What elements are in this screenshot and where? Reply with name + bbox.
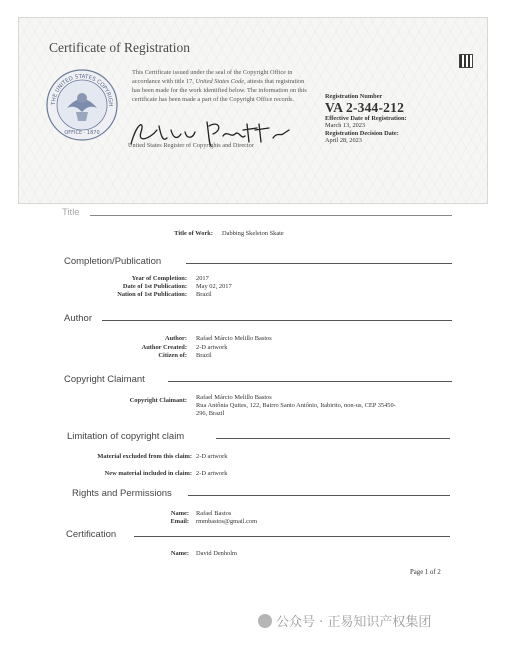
- citizen-of-value: Brazil: [196, 352, 212, 359]
- rights-name-label: Name:: [170, 510, 189, 517]
- decision-date: April 28, 2023: [325, 137, 362, 144]
- publication-nation-value: Brazil: [196, 291, 212, 298]
- qr-code-icon: [459, 54, 473, 68]
- material-excluded-label: Material excluded from this claim:: [97, 453, 192, 460]
- divider: [186, 263, 452, 264]
- author-created-label: Author Created:: [141, 344, 187, 351]
- section-completion-heading: Completion/Publication: [64, 256, 162, 267]
- registration-block: [325, 93, 407, 145]
- wechat-icon: [258, 614, 272, 628]
- year-of-completion-value: 2017: [196, 275, 209, 282]
- certification-name-label: Name:: [170, 550, 189, 557]
- divider: [134, 536, 450, 537]
- certification-name-value: David Denholm: [196, 550, 237, 557]
- page-number: Page 1 of 2: [410, 569, 441, 576]
- new-material-value: 2-D artwork: [196, 470, 228, 477]
- divider: [168, 381, 452, 382]
- section-certification-heading: Certification: [66, 529, 117, 540]
- certificate-title: Certificate of Registration: [49, 40, 190, 55]
- effective-date: March 13, 2023: [325, 122, 366, 129]
- watermark-text: 公众号 · 正易知识产权集团: [276, 615, 432, 630]
- effective-date-label: Effective Date of Registration:: [325, 115, 407, 122]
- year-of-completion-label: Year of Completion:: [131, 275, 187, 282]
- divider: [102, 320, 452, 321]
- citizen-of-label: Citizen of:: [158, 352, 187, 359]
- svg-text:OFFICE · 1870: OFFICE · 1870: [64, 130, 100, 136]
- section-claimant-heading: Copyright Claimant: [64, 374, 145, 385]
- watermark: [258, 611, 431, 630]
- divider: [90, 215, 452, 216]
- title-of-work-value: Dabbing Skeleton Skate: [222, 230, 284, 237]
- publication-date-label: Date of 1st Publication:: [122, 283, 187, 290]
- publication-nation-label: Nation of 1st Publication:: [117, 291, 187, 298]
- registration-number-label: Registration Number: [325, 93, 383, 100]
- new-material-label: New material included in claim:: [104, 470, 192, 477]
- registration-number: VA 2-344-212: [325, 100, 405, 115]
- divider: [188, 495, 450, 496]
- claimant-name: Rafael Márcio Melillo Bastos: [196, 394, 272, 401]
- author-value: Rafael Márcio Melillo Bastos: [196, 335, 272, 342]
- section-rights-heading: Rights and Permissions: [72, 488, 172, 499]
- email-label: Email:: [170, 518, 189, 525]
- email-value: rmmbastos@gmail.com: [196, 518, 258, 525]
- claimant-address-line1: Rua Antônia Quites, 122, Bairro Santo Antônio, Itabirito, non-us, CEP 35450-: [196, 402, 396, 409]
- material-excluded-value: 2-D artwork: [196, 453, 228, 460]
- author-label: Author:: [164, 335, 187, 342]
- svg-text:THE UNITED STATES COPYRIGHT: THE UNITED STATES COPYRIGH: [50, 73, 114, 107]
- divider: [216, 438, 450, 439]
- copyright-office-seal: [45, 68, 119, 142]
- section-limitation-heading: Limitation of copyright claim: [67, 431, 185, 442]
- section-author-heading: Author: [64, 313, 92, 324]
- certificate-intro-text: This Certificate issued under the seal of the Copyright Office in accordance with title 17, United States Code, attests that registration has been made for the work identified below. The information on this certificate has been made a part of the Copyright Office records.: [132, 69, 307, 103]
- decision-date-label: Registration Decision Date:: [325, 130, 399, 137]
- certificate-header-panel: [18, 17, 488, 204]
- title-of-work-label: Title of Work:: [174, 230, 213, 237]
- copyright-claimant-label: Copyright Claimant:: [129, 397, 187, 404]
- publication-date-value: May 02, 2017: [196, 283, 232, 290]
- author-created-value: 2-D artwork: [196, 344, 228, 351]
- signature-caption: United States Register of Copyrights and Director: [128, 142, 254, 149]
- claimant-address-line2: 296, Brazil: [196, 410, 225, 417]
- section-title-heading: Title: [62, 207, 80, 218]
- rights-name-value: Rafael Bastos: [196, 510, 232, 517]
